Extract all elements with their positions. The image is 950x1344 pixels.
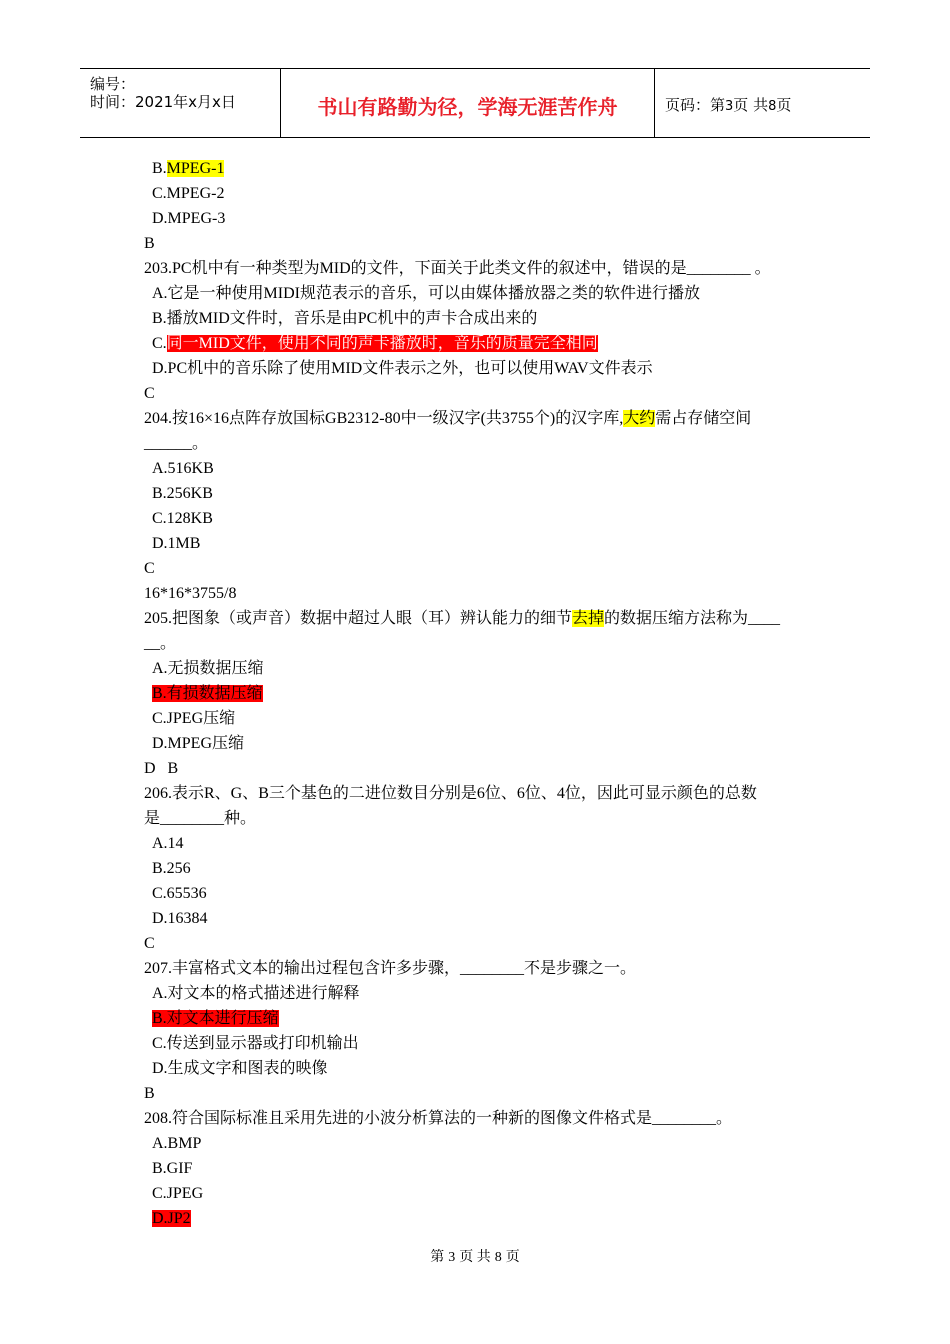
option-d-q208	[152, 1208, 191, 1230]
option-c-q202: C.MPEG-2	[152, 185, 225, 202]
footer-page-current: 3	[448, 1250, 456, 1265]
page-header	[80, 68, 870, 138]
header-page-cell	[655, 69, 870, 137]
header-page-current: 3	[725, 99, 734, 114]
footer-mid: 页 共	[459, 1250, 491, 1265]
highlighted-text: 去掉	[572, 610, 605, 627]
option-d-q205: D.MPEG压缩	[152, 735, 245, 752]
footer-suffix: 页	[505, 1250, 520, 1265]
option-c-q205: C.JPEG压缩	[152, 710, 236, 727]
answer-q204: C	[144, 560, 155, 577]
question-203: 203.PC机中有一种类型为MID的文件，下面关于此类文件的叙述中，错误的是________ 。	[144, 260, 771, 277]
question-text: 205.把图象（或声音）数据中超过人眼（耳）辨认能力的细节	[144, 610, 573, 627]
header-page-number	[665, 94, 791, 115]
option-d-q206: D.16384	[152, 910, 208, 927]
option-d-q203: D.PC机中的音乐除了使用MID文件表示之外，也可以使用WAV文件表示	[152, 360, 653, 377]
question-text: 需占存储空间	[655, 410, 752, 427]
header-page-suffix: 页	[776, 96, 792, 114]
option-a-q204: A.516KB	[152, 460, 214, 477]
option-a-q206: A.14	[152, 835, 184, 852]
question-204-cont: ______。	[144, 435, 209, 452]
highlighted-text: B.对文本进行压缩	[152, 1010, 279, 1027]
answer-q202: B	[144, 235, 155, 252]
option-c-q208: C.JPEG	[152, 1185, 204, 1202]
highlighted-text: B.有损数据压缩	[152, 685, 263, 702]
page-footer	[0, 1246, 950, 1266]
option-letter: C.	[152, 335, 167, 352]
question-205-cont: __。	[144, 635, 177, 652]
option-c-q207: C.传送到显示器或打印机输出	[152, 1035, 359, 1052]
note-q204: 16*16*3755/8	[144, 585, 237, 602]
option-c-q203	[152, 333, 598, 355]
highlighted-text: MPEG-1	[166, 160, 225, 177]
option-b-q208: B.GIF	[152, 1160, 193, 1177]
highlighted-text: D.JP2	[152, 1210, 191, 1227]
question-208: 208.符合国际标准且采用先进的小波分析算法的一种新的图像文件格式是________。	[144, 1110, 733, 1127]
question-206: 206.表示R、G、B三个基色的二进位数目分别是6位、6位、4位，因此可显示颜色的总数	[144, 785, 757, 802]
header-motto-cell	[281, 69, 655, 137]
option-b-q206: B.256	[152, 860, 191, 877]
option-b-q207	[152, 1008, 279, 1030]
header-meta-cell	[80, 69, 281, 137]
option-letter: B.	[152, 160, 167, 177]
footer-prefix: 第	[430, 1250, 445, 1265]
document-number-label: 编号：	[90, 75, 136, 93]
option-c-q206: C.65536	[152, 885, 207, 902]
header-page-mid: 页 共	[733, 96, 769, 114]
option-d-q204: D.1MB	[152, 535, 201, 552]
header-page-prefix: 页码：第	[665, 96, 726, 114]
header-motto: 书山有路勤为径，学海无涯苦作舟	[317, 95, 618, 119]
answer-q203: C	[144, 385, 155, 402]
option-b-q202	[152, 158, 224, 180]
question-206-cont: 是________种。	[144, 810, 257, 827]
header-page-total: 8	[768, 99, 777, 114]
question-text: 204.按16×16点阵存放国标GB2312-80中一级汉字(共3755个)的汉字库,	[144, 410, 624, 427]
option-b-q203: B.播放MID文件时，音乐是由PC机中的声卡合成出来的	[152, 310, 538, 327]
option-a-q205: A.无损数据压缩	[152, 660, 264, 677]
footer-page-total: 8	[494, 1250, 502, 1265]
option-d-q202: D.MPEG-3	[152, 210, 226, 227]
option-b-q205	[152, 683, 263, 705]
question-207: 207.丰富格式文本的输出过程包含许多步骤，________不是步骤之一。	[144, 960, 637, 977]
answer-q207: B	[144, 1085, 155, 1102]
option-a-q207: A.对文本的格式描述进行解释	[152, 985, 360, 1002]
highlighted-text: 大约	[623, 410, 656, 427]
question-205	[144, 608, 780, 630]
question-text: 的数据压缩方法称为____	[604, 610, 781, 627]
option-b-q204: B.256KB	[152, 485, 213, 502]
option-c-q204: C.128KB	[152, 510, 213, 527]
answer-q205: D B	[144, 760, 179, 777]
option-a-q203: A.它是一种使用MIDI规范表示的音乐，可以由媒体播放器之类的软件进行播放	[152, 285, 700, 302]
question-204	[144, 408, 751, 430]
highlighted-text: 同一MID文件，使用不同的声卡播放时，音乐的质量完全相同	[166, 335, 598, 352]
option-d-q207: D.生成文字和图表的映像	[152, 1060, 328, 1077]
option-a-q208: A.BMP	[152, 1135, 202, 1152]
answer-q206: C	[144, 935, 155, 952]
document-time-label: 时间：2021年x月x日	[90, 93, 236, 111]
